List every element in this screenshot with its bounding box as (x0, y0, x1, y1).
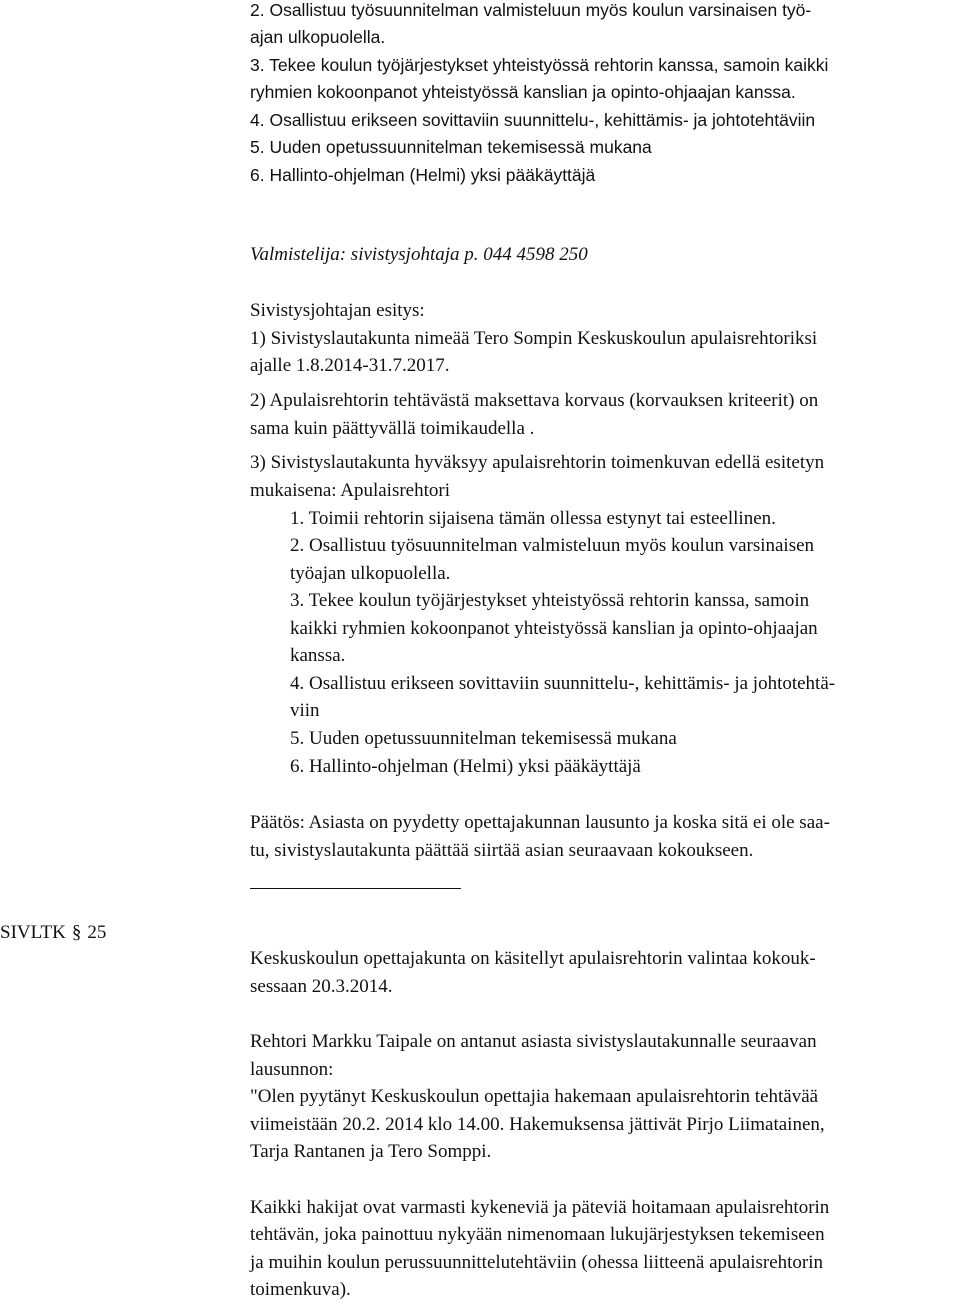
section-code (0, 922, 106, 944)
section-symbol: § (71, 922, 82, 943)
top-list-line: ryhmien kokoonpanot yhteistyössä kanslian ja opinto-ohjaajan kanssa. (250, 82, 796, 102)
section-code-label: SIVLTK (0, 922, 66, 943)
sublist-line: 1. Toimii rehtorin sijaisena tämän ollessa estynyt tai esteellinen. (290, 508, 776, 529)
sublist-line: 3. Tekee koulun työjärjestykset yhteistyössä rehtorin kanssa, samoin (290, 590, 810, 611)
top-list-line: 3. Tekee koulun työjärjestykset yhteistyössä rehtorin kanssa, samoin kaikki (250, 55, 829, 75)
section-p2-line: "Olen pyytänyt Keskuskoulun opettajia hakemaan apulaisrehtorin tehtävää (250, 1086, 819, 1107)
proposal-heading: Sivistysjohtajan esitys: (250, 300, 425, 321)
decision-line: Päätös: Asiasta on pyydetty opettajakunnan lausunto ja koska sitä ei ole saa- (250, 812, 830, 833)
preparer-line: Valmistelija: sivistysjohtaja p. 044 4598 250 (250, 244, 588, 265)
sublist-line: kanssa. (290, 645, 346, 666)
section-p3-line: tehtävän, joka painottuu nykyään nimenomaan lukujärjestyksen tekemiseen (250, 1224, 825, 1245)
top-list-line: 4. Osallistuu erikseen sovittaviin suunnittelu-, kehittämis- ja johtotehtäviin (250, 110, 816, 130)
sublist-line: työajan ulkopuolella. (290, 563, 451, 584)
top-list-line: 2. Osallistuu työsuunnitelman valmisteluun myös koulun varsinaisen työ- (250, 0, 812, 20)
proposal-item-2: sama kuin päättyvällä toimikaudella . (250, 418, 535, 439)
section-p2-line: Tarja Rantanen ja Tero Somppi. (250, 1141, 492, 1162)
section-p1-line: Keskuskoulun opettajakunta on käsitellyt apulaisrehtorin valintaa kokouk- (250, 948, 816, 969)
sublist-line: viin (290, 700, 320, 721)
proposal-item-3: 3) Sivistyslautakunta hyväksyy apulaisrehtorin toimenkuvan edellä esitetyn (250, 452, 825, 473)
proposal-item-1: 1) Sivistyslautakunta nimeää Tero Sompin Keskuskoulun apulaisrehtoriksi (250, 328, 818, 349)
section-p2-line: viimeistään 20.2. 2014 klo 14.00. Hakemuksensa jättivät Pirjo Liimatainen, (250, 1114, 825, 1135)
section-p2-line: Rehtori Markku Taipale on antanut asiasta sivistyslautakunnalle seuraavan (250, 1031, 817, 1052)
section-p3-line: toimenkuva). (250, 1279, 351, 1300)
separator-rule (250, 888, 461, 889)
section-number: 25 (87, 922, 107, 943)
proposal-item-2: 2) Apulaisrehtorin tehtävästä maksettava korvaus (korvauksen kriteerit) on (250, 390, 819, 411)
top-list-line: ajan ulkopuolella. (250, 27, 386, 47)
section-p3-line: Kaikki hakijat ovat varmasti kykeneviä ja päteviä hoitamaan apulaisrehtorin (250, 1197, 830, 1218)
top-list-line: 5. Uuden opetussuunnitelman tekemisessä mukana (250, 137, 652, 157)
top-list-line: 6. Hallinto-ohjelman (Helmi) yksi pääkäyttäjä (250, 165, 596, 185)
sublist-line: 4. Osallistuu erikseen sovittaviin suunnittelu-, kehittämis- ja johtotehtä- (290, 673, 836, 694)
sublist-line: 2. Osallistuu työsuunnitelman valmisteluun myös koulun varsinaisen (290, 535, 815, 556)
proposal-item-1: ajalle 1.8.2014-31.7.2017. (250, 355, 450, 376)
section-p1-line: sessaan 20.3.2014. (250, 976, 393, 997)
sublist-line: 6. Hallinto-ohjelman (Helmi) yksi pääkäyttäjä (290, 756, 641, 777)
section-p2-line: lausunnon: (250, 1059, 334, 1080)
sublist-line: kaikki ryhmien kokoonpanot yhteistyössä kanslian ja opinto-ohjaajan (290, 618, 818, 639)
section-p3-line: ja muihin koulun perussuunnittelutehtäviin (ohessa liitteenä apulaisrehtorin (250, 1252, 824, 1273)
sublist-line: 5. Uuden opetussuunnitelman tekemisessä mukana (290, 728, 677, 749)
proposal-item-3: mukaisena: Apulaisrehtori (250, 480, 450, 501)
decision-line: tu, sivistyslautakunta päättää siirtää asian seuraavaan kokoukseen. (250, 840, 754, 861)
